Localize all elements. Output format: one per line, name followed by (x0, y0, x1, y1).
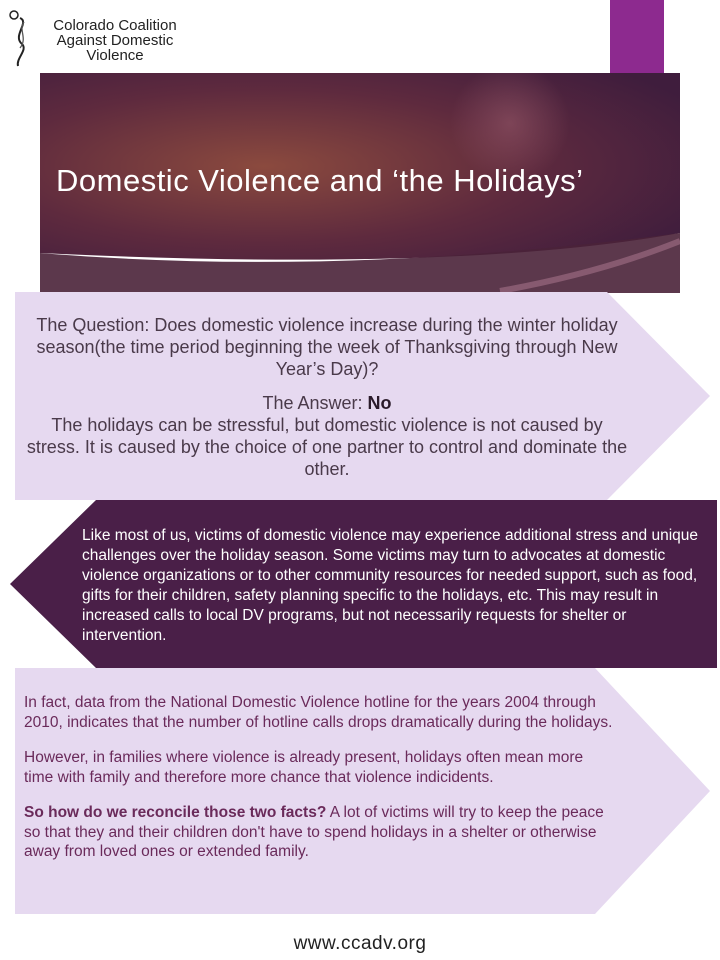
logo-line-3: Violence (86, 47, 144, 64)
answer-value: No (367, 393, 392, 413)
hotline-data-box (15, 668, 710, 914)
answer-text: The holidays can be stressful, but domestic violence is not caused by stress. It is caused by the choice of one partner to control and dominate the other. (26, 415, 628, 479)
logo-line-2: Against Domestic (56, 32, 174, 49)
logo-line-1: Colorado Coalition (53, 17, 177, 34)
answer-line (25, 392, 629, 414)
answer-label: The Answer: (262, 393, 368, 413)
holiday-stress-text: Like most of us, victims of domestic violence may experience additional stress and unique challenges over the holiday season. Some victims may turn to advocates at domestic violence organizations or to other community resources for needed support, such as food, gifts for their children, safety planning specific to the holidays, etc. This may result in increased calls to local DV programs, but not necessarily requests for shelter or intervention. (82, 527, 698, 644)
hotline-data-paragraph: In fact, data from the National Domestic Violence hotline for the years 2004 through 2010, indicates that the number of hotline calls drops dramatically during the holidays. (24, 694, 613, 731)
logo (8, 8, 208, 68)
family-violence-paragraph: However, in families where violence is already present, holidays often mean more time with family and therefore more chance that violence indicidents. (24, 749, 584, 786)
page-title: Domestic Violence and ‘the Holidays’ (56, 163, 584, 198)
logo-text (40, 18, 190, 63)
question-text: Does domestic violence increase during the winter holiday season(the time period beginning the week of Thanksgiving through New Year’s Day)? (36, 315, 618, 379)
question-paragraph (25, 314, 629, 380)
ribbon-figure-icon (8, 8, 38, 68)
question-label: The Question: (36, 315, 150, 335)
holiday-stress-box (10, 500, 717, 668)
footer-website-link[interactable]: www.ccadv.org (293, 933, 427, 954)
title-banner (40, 73, 680, 293)
reconcile-question: So how do we reconcile those two facts? (24, 804, 327, 821)
reconcile-paragraph (24, 803, 614, 862)
question-answer-box (15, 292, 715, 500)
reconcile-answer: A lot of victims will try to keep the peace so that they and their children don't have to spend holidays in a shelter or otherwise away from loved ones or extended family. (24, 804, 604, 860)
